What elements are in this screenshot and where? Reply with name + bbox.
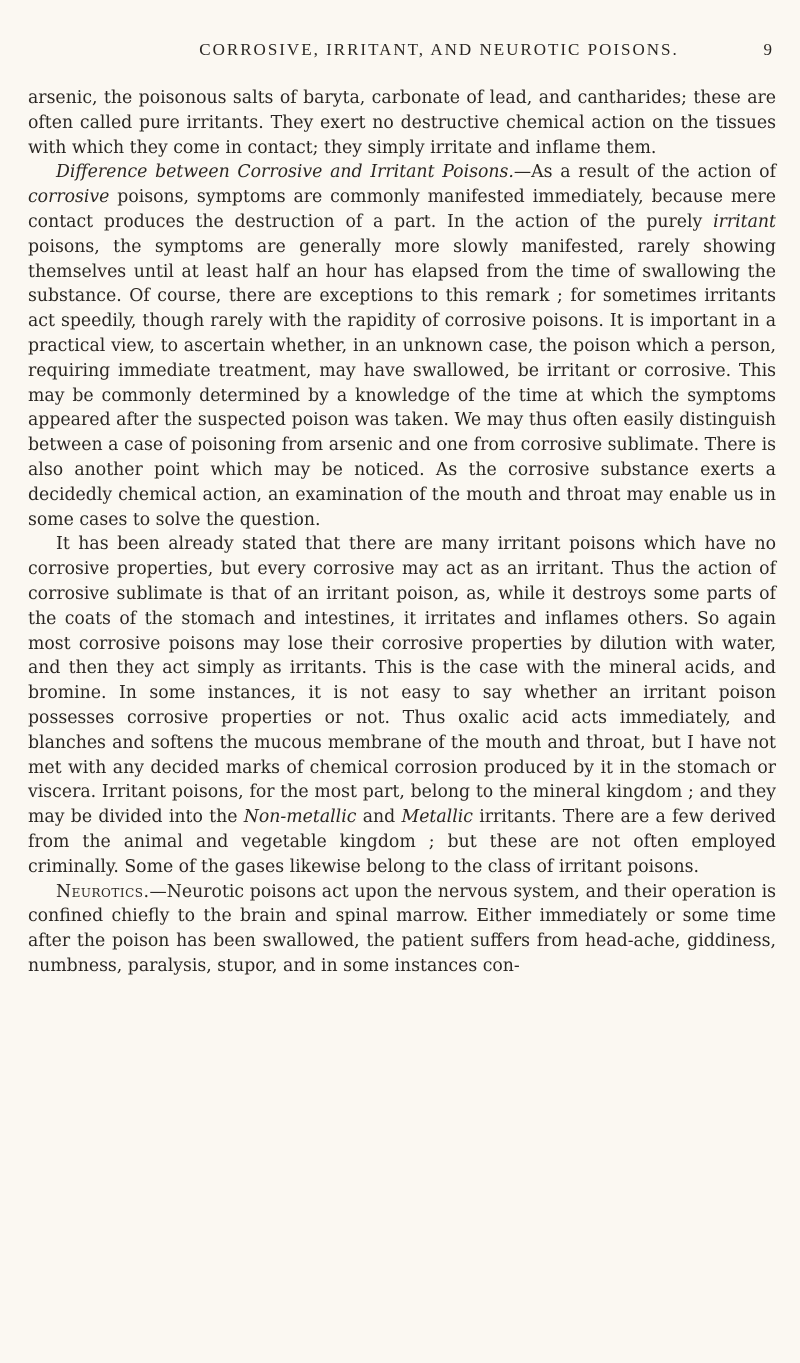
running-title: CORROSIVE, IRRITANT, AND NEUROTIC POISONS.: [199, 40, 679, 59]
paragraph-text: —As a result of the action of: [513, 162, 776, 183]
paragraph-difference: [28, 160, 776, 532]
emphasis-non-metallic: Non-metallic: [243, 807, 357, 828]
paragraph-neurotics: [28, 880, 776, 979]
paragraph-text: —Neurotic poisons act upon the nervous system, and their operation is confined chiefly to the brain and spinal marrow. Either immediately or some time after the poison has been swallowed, the patient suffers from head-ache, giddiness, numbness, paralysis, stupor, and in some instances con-: [28, 881, 776, 976]
paragraph-text: arsenic, the poisonous salts of baryta, carbonate of lead, and cantharides; these are often called pure irritants. They exert no destructive chemical action on the tissues with which they come in contact; they simply irritate and inflame them.: [28, 88, 776, 158]
running-head: [66, 40, 772, 66]
body-text: [28, 86, 776, 979]
emphasis-irritant: irritant: [713, 211, 776, 232]
section-heading-neurotics: Neurotics.: [56, 881, 150, 902]
paragraph-text: poisons, the symptoms are generally more slowly manifested, rarely showing themselves until at least half an hour has elapsed from the time of swallowing the substance. Of course, there are exceptions to this remark ; for sometimes irritants act speedily, though rarely with the rapidity of corrosive poisons. It is important in a practical view, to ascertain whether, in an unknown case, the poison which a person, requiring immediate treatment, may have swallowed, be irritant or corrosive. This may be commonly determined by a knowledge of the time at which the symptoms appeared after the suspected poison was taken. We may thus often easily distinguish between a case of poisoning from arsenic and one from corrosive sublimate. There is also another point which may be noticed. As the corrosive substance exerts a decidedly chemical action, an examination of the mouth and throat may enable us in some cases to solve the question.: [28, 236, 776, 530]
paragraph-text: It has been already stated that there are many irritant poisons which have no corrosive properties, but every corrosive may act as an irritant. Thus the action of corrosive sublimate is that of an irritant poison, as, while it destroys some parts of the coats of the stomach and intestines, it irritates and inflames others. So again most corrosive poisons may lose their corrosive properties by dilution with water, and then they act simply as irritants. This is the case with the mineral acids, and bromine. In some instances, it is not easy to say whether an irritant poison possesses corrosive properties or not. Thus oxalic acid acts immediately, and blanches and softens the mucous membrane of the mouth and throat, but I have not met with any decided marks of chemical corrosion produced by it in the stomach or viscera. Irritant poisons, for the most part, belong to the mineral kingdom ; and they may be divided into the: [28, 534, 776, 828]
page-number: 9: [763, 40, 772, 59]
paragraph-irritants: [28, 532, 776, 879]
paragraph-continuation: [28, 86, 776, 160]
emphasis-metallic: Metallic: [401, 807, 473, 828]
section-heading-difference: Difference between Corrosive and Irritant Poisons.: [56, 162, 514, 183]
paragraph-text: and: [356, 807, 402, 828]
paragraph-text: irritants. There are a few derived from the animal and vegetable kingdom ; but these are not often employed criminally. Some of the gases likewise belong to the class of irritant poisons.: [28, 807, 776, 877]
emphasis-corrosive: corrosive: [28, 187, 110, 208]
paragraph-text: poisons, symptoms are commonly manifested immediately, because mere contact produces the destruction of a part. In the action of the purely: [28, 187, 776, 232]
